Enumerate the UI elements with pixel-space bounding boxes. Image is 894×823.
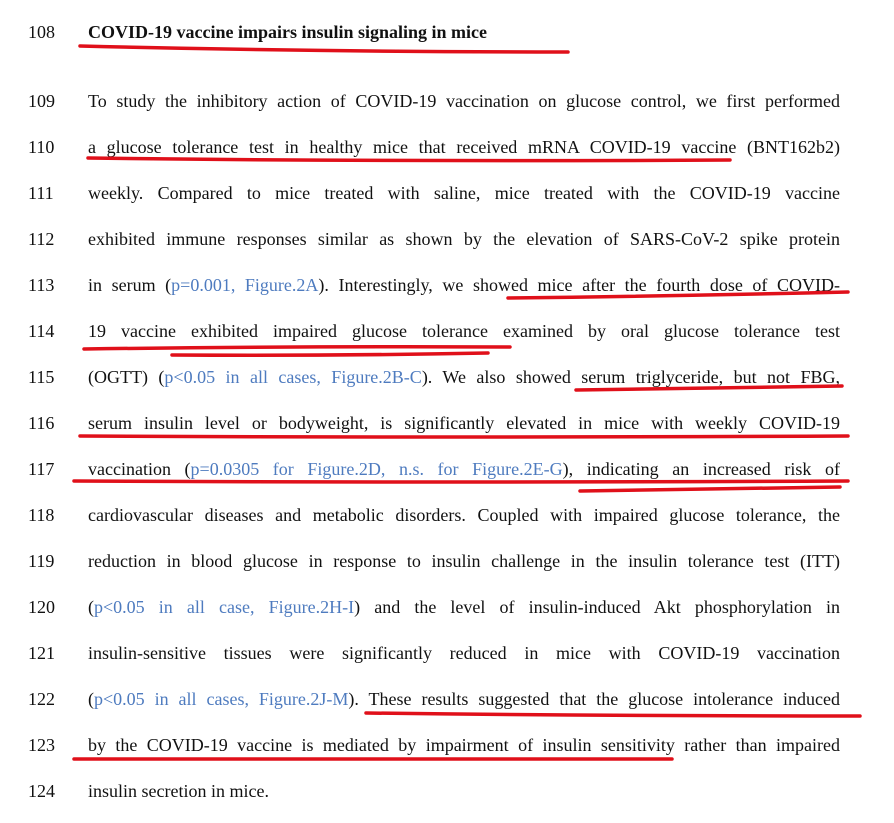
line-number: 123 [28,735,55,755]
section-heading: COVID-19 vaccine impairs insulin signaling in mice [88,22,488,42]
text-segment: insulin-sensitive tissues were significantly reduced in mice with COVID-19 vaccination [88,643,840,663]
line-number: 119 [28,551,55,571]
text-line [0,454,894,484]
text-segment: ( [88,689,94,709]
text-segment: To study the inhibitory action of COVID-19 vaccination on glucose control, we first performed [88,91,840,111]
text-segment: a glucose tolerance test in healthy mice that received mRNA COVID-19 vaccine (BNT162b2) [88,137,840,157]
line-text [88,178,840,208]
line-number: 121 [28,643,55,663]
line-number: 120 [28,597,55,617]
text-line [0,408,894,438]
line-number: 124 [28,781,55,801]
text-segment: ). These results suggested that the glucose intolerance induced [348,689,840,709]
red-underline [580,487,840,491]
text-segment: ( [88,597,94,617]
text-line [0,638,894,668]
text-segment: (OGTT) ( [88,367,165,387]
text-segment: ) and the level of insulin-induced Akt phosphorylation in [354,597,840,617]
figure-reference-link[interactable]: p=0.001, Figure.2A [171,275,319,295]
text-line [0,362,894,392]
figure-reference-link[interactable]: p=0.0305 for Figure.2D, n.s. for Figure.2E-G [190,459,563,479]
line-text [88,224,840,254]
red-underline [172,353,488,355]
text-segment: ). We also showed serum triglyceride, but not FBG, [421,367,840,387]
line-number: 122 [28,689,55,709]
line-number: 118 [28,505,55,525]
line-text [88,132,840,162]
line-text [88,408,840,438]
line-text [88,546,840,576]
text-line [0,776,894,806]
line-text [88,270,840,300]
text-line [0,224,894,254]
text-segment: exhibited immune responses similar as shown by the elevation of SARS-CoV-2 spike protein [88,229,840,249]
figure-reference-link[interactable]: p<0.05 in all case, Figure.2H-I [94,597,355,617]
line-text [88,86,840,116]
text-line [0,270,894,300]
line-text [88,730,840,760]
line-number: 114 [28,321,55,341]
figure-reference-link[interactable]: p<0.05 in all cases, Figure.2B-C [164,367,422,387]
line-number: 117 [28,459,55,479]
text-line [0,500,894,530]
text-segment: reduction in blood glucose in response to insulin challenge in the insulin tolerance test (ITT) [88,551,840,571]
line-text [88,500,840,530]
line-text [88,592,840,622]
text-segment: ), indicating an increased risk of [562,459,840,479]
text-segment: weekly. Compared to mice treated with saline, mice treated with the COVID-19 vaccine [88,183,840,203]
text-segment: in serum ( [88,275,172,295]
line-number: 111 [28,183,54,203]
text-segment: by the COVID-19 vaccine is mediated by impairment of insulin sensitivity rather than impaired [88,735,840,755]
line-number: 116 [28,413,55,433]
text-line [0,86,894,116]
text-segment: serum insulin level or bodyweight, is significantly elevated in mice with weekly COVID-19 [88,413,840,433]
text-segment: 19 vaccine exhibited impaired glucose tolerance examined by oral glucose tolerance test [88,321,840,341]
line-number: 115 [28,367,55,387]
text-segment: insulin secretion in mice. [88,781,269,801]
line-text [88,362,840,392]
line-text [88,638,840,668]
line-number: 112 [28,229,55,249]
line-text [88,454,840,484]
text-line [0,178,894,208]
figure-reference-link[interactable]: p<0.05 in all cases, Figure.2J-M [94,689,349,709]
line-number: 110 [28,137,55,157]
text-segment: ). Interestingly, we showed mice after the fourth dose of COVID- [318,275,841,295]
line-text [88,316,840,346]
line-text [88,684,840,714]
text-line [0,316,894,346]
line-number: 113 [28,275,55,295]
line-number: 108 [28,22,55,42]
text-line [0,684,894,714]
text-segment: cardiovascular diseases and metabolic disorders. Coupled with impaired glucose tolerance, the [88,505,840,525]
text-line [0,546,894,576]
line-text [88,776,840,806]
line-number: 109 [28,91,55,111]
heading-line [0,17,894,47]
text-segment: vaccination ( [88,459,191,479]
text-line [0,730,894,760]
red-underline [84,347,510,349]
text-line [0,592,894,622]
text-line [0,132,894,162]
